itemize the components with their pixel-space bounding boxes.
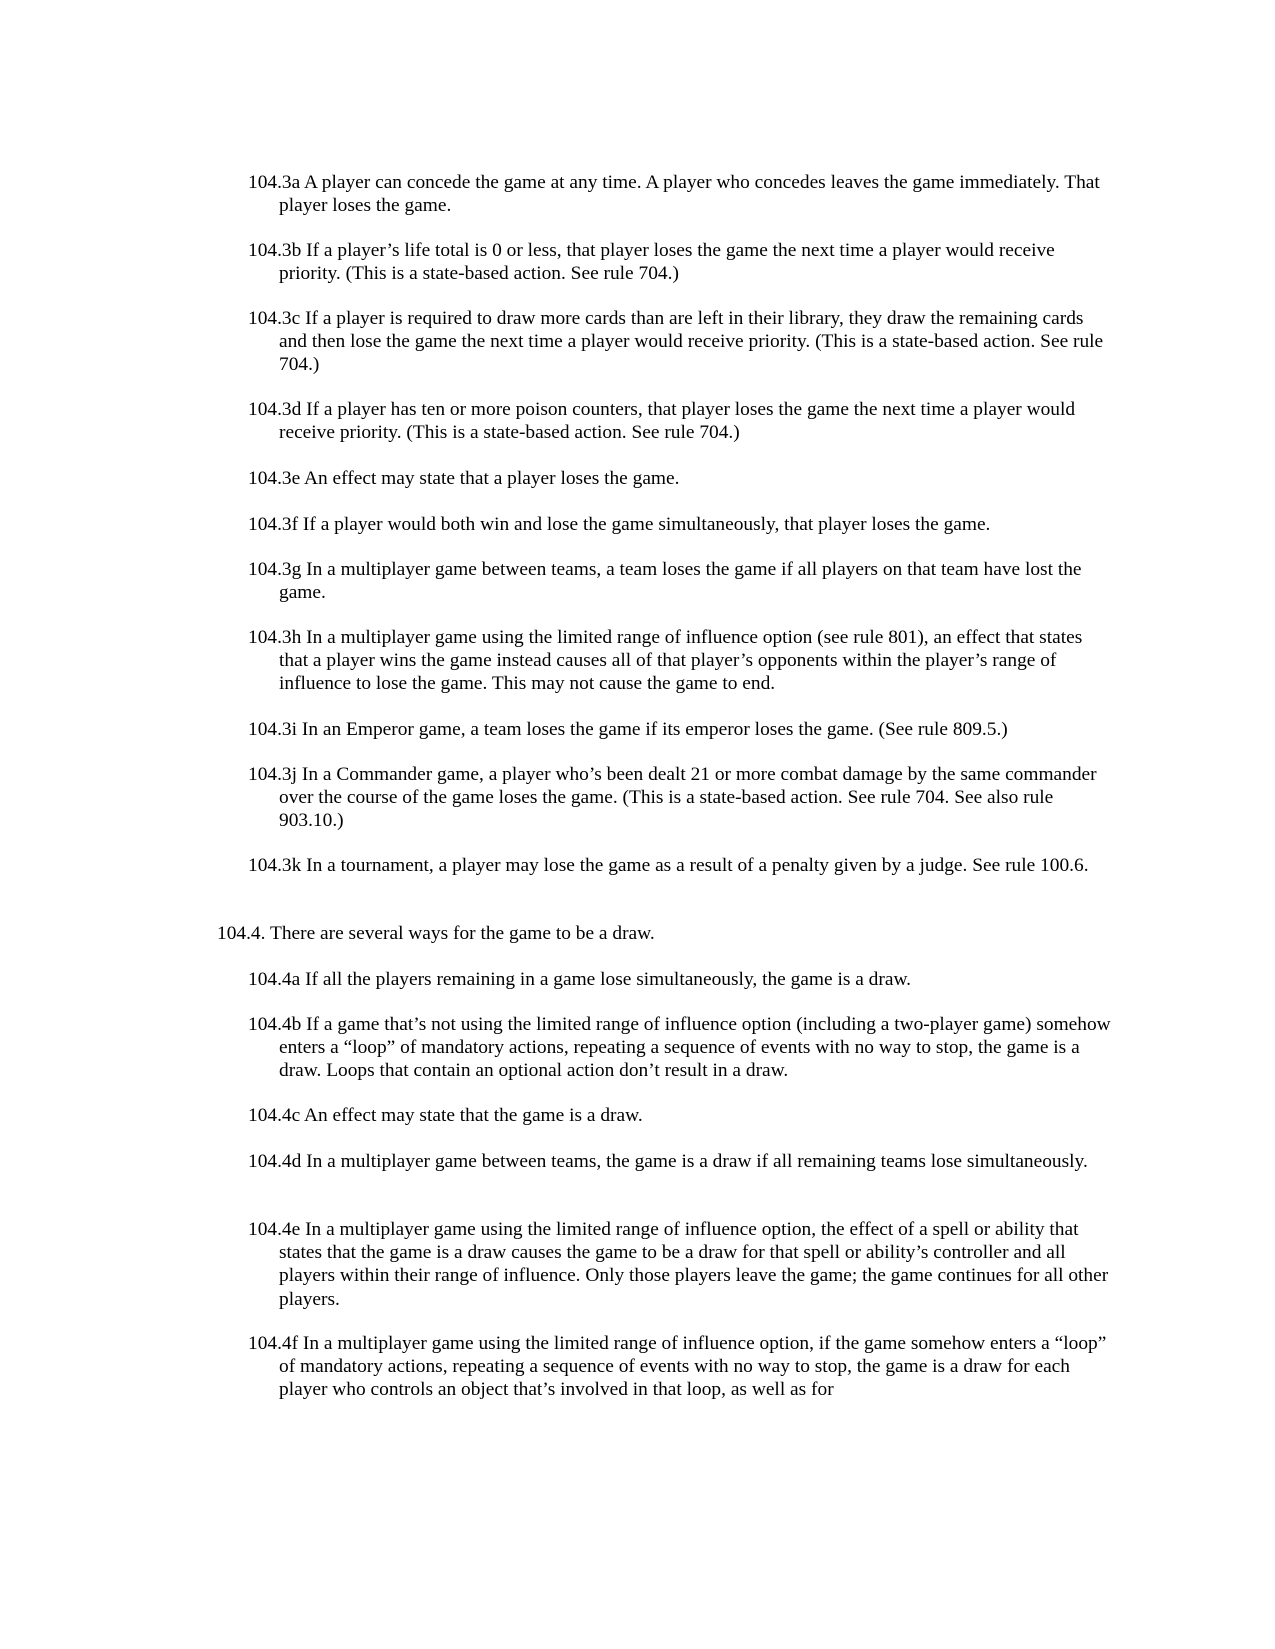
rule-104-4d: 104.4d In a multiplayer game between teams, the game is a draw if all remaining teams lose simultaneously. [248,1151,1088,1172]
rule-104-4c: 104.4c An effect may state that the game is a draw. [248,1105,643,1126]
rule-104-3g: 104.3g In a multiplayer game between teams, a team loses the game if all players on that team have lost the game. [248,559,1082,604]
rule-104-3j: 104.3j In a Commander game, a player who’s been dealt 21 or more combat damage by the same commander over the course of the game loses the game. (This is a state-based action. See rule 704. See also rule 903.10.) [248,764,1097,832]
rule-104-3a: 104.3a A player can concede the game at any time. A player who concedes leaves the game immediately. That player loses the game. [248,172,1100,217]
rule-104-3c: 104.3c If a player is required to draw more cards than are left in their library, they draw the remaining cards and then lose the game the next time a player would receive priority. (This is a state-based action. See rule 704.) [248,308,1104,376]
rule-104-3b: 104.3b If a player’s life total is 0 or less, that player loses the game the next time a player would receive priority. (This is a state-based action. See rule 704.) [248,240,1055,285]
rule-104-3h: 104.3h In a multiplayer game using the limited range of influence option (see rule 801), an effect that states that a player wins the game instead causes all of that player’s opponents within the player’s range of influence to lose the game. This may not cause the game to end. [248,627,1083,695]
rule-104-4e: 104.4e In a multiplayer game using the limited range of influence option, the effect of a spell or ability that states that the game is a draw causes the game to be a draw for that spell or ability’s controller and all players within their range of influence. Only those players leave the game; the game continues for all other players. [248,1219,1109,1310]
rule-104-3k: 104.3k In a tournament, a player may lose the game as a result of a penalty given by a judge. See rule 100.6. [248,855,1089,876]
rule-104-4a: 104.4a If all the players remaining in a game lose simultaneously, the game is a draw. [248,969,912,990]
rule-104-3e: 104.3e An effect may state that a player loses the game. [248,468,680,489]
rule-104-4: 104.4. There are several ways for the game to be a draw. [217,923,655,944]
rule-104-4f: 104.4f In a multiplayer game using the limited range of influence option, if the game somehow enters a “loop” of mandatory actions, repeating a sequence of events with no way to stop, the game is a draw for each player who controls an object that’s involved in that loop, as well as for [248,1333,1107,1401]
rule-104-3f: 104.3f If a player would both win and lose the game simultaneously, that player loses the game. [248,514,991,535]
rule-104-3i: 104.3i In an Emperor game, a team loses the game if its emperor loses the game. (See rule 809.5.) [248,719,1008,740]
rule-104-4b: 104.4b If a game that’s not using the limited range of influence option (including a two-player game) somehow enters a “loop” of mandatory actions, repeating a sequence of events with no way to stop, the game is a draw. Loops that contain an optional action don’t result in a draw. [248,1014,1111,1082]
rule-104-3d: 104.3d If a player has ten or more poison counters, that player loses the game the next time a player would receive priority. (This is a state-based action. See rule 704.) [248,399,1076,444]
